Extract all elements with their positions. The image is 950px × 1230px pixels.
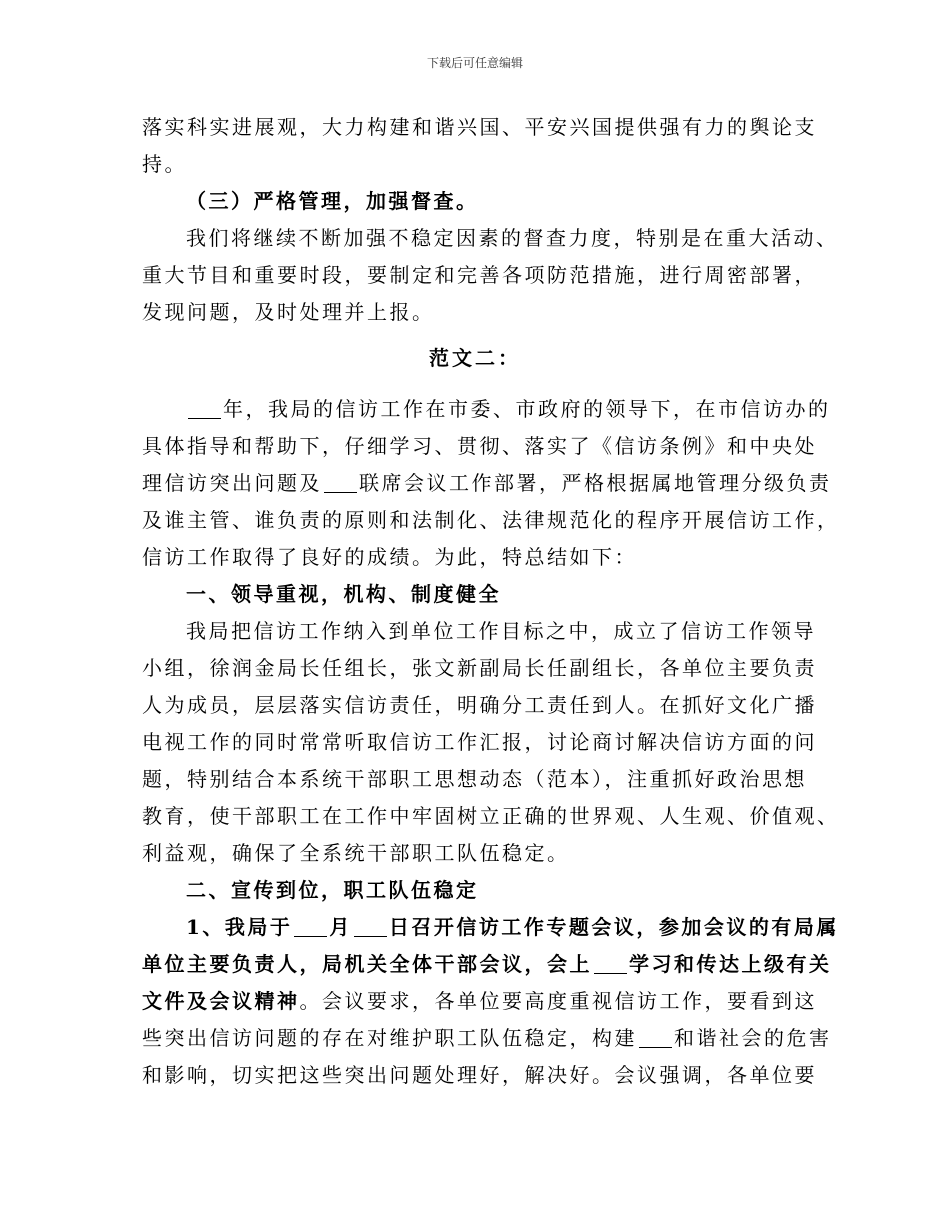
section-heading: 二、宣传到位，职工队伍稳定 bbox=[186, 878, 479, 902]
para-line: 理信访突出问题及 联席会议工作部署，严格根据属地管理分级负责 bbox=[142, 471, 832, 495]
para-line: 我们将继续不断加强不稳定因素的督查力度，特别是在重大活动、 bbox=[186, 226, 839, 250]
blank-field bbox=[639, 1027, 672, 1048]
doc-title: 范文二： bbox=[429, 346, 521, 370]
page-header: 下载后可任意编辑 bbox=[426, 56, 523, 70]
para-line: 重大节目和重要时段，要制定和完善各项防范措施，进行周密部署， bbox=[142, 263, 817, 287]
para-line: 电视工作的同时常常听取信访工作汇报，讨论商讨解决信访方面的问 bbox=[142, 730, 817, 754]
para-line: 文件及会议精神。会议要求，各单位要高度重视信访工作，要看到这 bbox=[142, 989, 817, 1013]
para-line: 小组，徐润金局长任组长，张文新副局长任副组长，各单位主要负责 bbox=[142, 656, 817, 680]
para-line: 1、我局于 月 日召开信访工作专题会议，参加会议的有局属 bbox=[186, 915, 839, 939]
para-line: 教育，使干部职工在工作中牢固树立正确的世界观、人生观、价值观、 bbox=[142, 804, 840, 828]
blank-field bbox=[188, 398, 221, 419]
para-line: 和影响，切实把这些突出问题处理好，解决好。会议强调，各单位要 bbox=[142, 1063, 817, 1087]
para-line: 落实科实进展观，大力构建和谐兴国、平安兴国提供强有力的舆论支 bbox=[142, 115, 817, 139]
para-line: 年，我局的信访工作在市委、市政府的领导下，在市信访办的 bbox=[186, 394, 831, 424]
para-line: 利益观，确保了全系统干部职工队伍稳定。 bbox=[142, 841, 570, 865]
blank-field bbox=[324, 472, 357, 493]
blank-field bbox=[354, 916, 387, 937]
para-line: 人为成员，层层落实信访责任，明确分工责任到人。在抓好文化广播 bbox=[142, 693, 817, 717]
para-line: 信访工作取得了良好的成绩。为此，特总结如下： bbox=[142, 545, 637, 569]
para-line: 发现问题，及时处理并上报。 bbox=[142, 300, 435, 324]
section-heading: 一、领导重视，机构、制度健全 bbox=[186, 582, 501, 606]
para-line: 及谁主管、谁负责的原则和法制化、法律规范化的程序开展信访工作， bbox=[142, 508, 840, 532]
para-line: 具体指导和帮助下，仔细学习、贯彻、落实了《信访条例》和中央处 bbox=[142, 434, 817, 458]
para-line: 我局把信访工作纳入到单位工作目标之中，成立了信访工作领导 bbox=[186, 619, 816, 643]
para-line: 单位主要负责人，局机关全体干部会议，会上 学习和传达上级有关 bbox=[142, 952, 832, 976]
para-line: 些突出信访问题的存在对维护职工队伍稳定，构建 和谐社会的危害 bbox=[142, 1026, 832, 1050]
blank-field bbox=[594, 953, 627, 974]
para-line: 持。 bbox=[142, 152, 187, 176]
para-line: 题，特别结合本系统干部职工思想动态（范本），注重抓好政治思想 bbox=[142, 767, 807, 791]
section-heading: （三）严格管理，加强督查。 bbox=[186, 189, 479, 213]
blank-field bbox=[294, 916, 327, 937]
